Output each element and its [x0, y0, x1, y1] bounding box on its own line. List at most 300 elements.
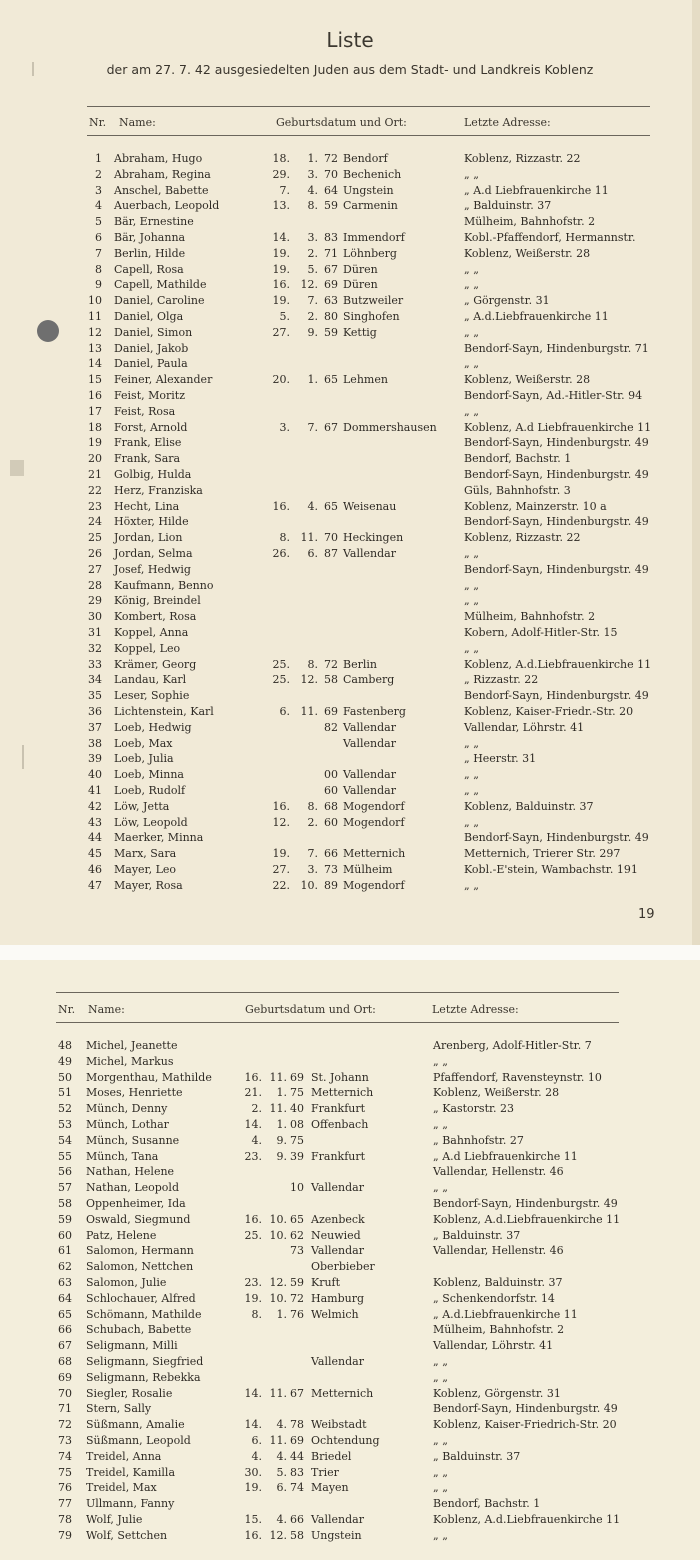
birth-month: 11. — [300, 705, 318, 718]
row-number: 61 — [58, 1244, 72, 1258]
birth-day: 19. — [272, 294, 290, 308]
table-row — [0, 1259, 690, 1275]
birth-year: 89 — [324, 878, 338, 892]
birth-day: 19. — [244, 1481, 262, 1495]
row-number: 51 — [58, 1086, 72, 1100]
birth-day: 2. — [251, 1102, 262, 1116]
birth-month: 2. — [307, 815, 318, 829]
last-address: Bendorf, Bachstr. 1 — [464, 452, 572, 466]
birth-place: Kettig — [343, 325, 377, 339]
birth-month: 8. — [307, 199, 318, 213]
row-name: Münch, Susanne — [86, 1133, 180, 1147]
table-row — [0, 672, 690, 688]
header-nr: Nr. — [58, 1003, 76, 1016]
last-address: „ „ — [464, 594, 479, 608]
row-name: Hecht, Lina — [114, 499, 180, 513]
row-name: Loeb, Minna — [114, 768, 184, 782]
birth-year: 60 — [324, 784, 338, 797]
row-number: 37 — [88, 720, 102, 734]
row-number: 14 — [88, 357, 102, 371]
row-number: 54 — [58, 1133, 72, 1147]
birth-day: 8. — [279, 531, 290, 545]
row-number: 12 — [88, 325, 102, 339]
row-name: Leser, Sophie — [114, 689, 190, 703]
birth-month: 10. — [269, 1212, 287, 1226]
table-row — [0, 862, 690, 878]
birth-day: 23. — [244, 1149, 262, 1163]
row-number: 69 — [58, 1370, 72, 1384]
last-address: Vallendar, Löhrstr. 41 — [464, 720, 585, 734]
table-row — [0, 262, 690, 278]
birth-year: 65 — [290, 1212, 304, 1226]
table-row — [0, 467, 690, 483]
birth-place: Vallendar — [311, 1513, 364, 1526]
last-address: „ „ — [464, 357, 479, 371]
row-name: Landau, Karl — [114, 673, 187, 687]
table-row — [0, 1196, 690, 1212]
birth-place: Mogendorf — [343, 799, 405, 813]
last-address: „ „ — [433, 1481, 448, 1495]
table-row — [0, 1338, 690, 1354]
birth-place: Dommershausen — [343, 420, 437, 434]
row-number: 1 — [95, 152, 102, 165]
birth-month: 11. — [300, 531, 318, 545]
page-number: 19 — [638, 907, 655, 922]
birth-place: Oberbieber — [311, 1260, 375, 1274]
table-row — [0, 1275, 690, 1291]
birth-place: Düren — [343, 278, 378, 292]
row-number: 42 — [88, 799, 102, 813]
birth-place: Bendorf — [343, 152, 388, 165]
last-address: Mülheim, Bahnhofstr. 2 — [464, 610, 596, 624]
row-number: 65 — [58, 1307, 72, 1321]
row-number: 68 — [58, 1355, 72, 1368]
table-row — [0, 720, 690, 736]
row-name: Herz, Franziska — [114, 483, 203, 497]
birth-place: Vallendar — [311, 1355, 364, 1368]
last-address: „ „ — [464, 547, 479, 560]
row-name: Kaufmann, Benno — [114, 578, 214, 592]
birth-year: 68 — [324, 799, 338, 813]
row-number: 33 — [88, 657, 102, 671]
birth-month: 12. — [269, 1528, 287, 1542]
row-name: Münch, Tana — [86, 1149, 159, 1163]
last-address: „ Bahnhofstr. 27 — [433, 1133, 524, 1147]
birth-month: 1. — [307, 373, 318, 387]
row-name: Feist, Moritz — [114, 389, 185, 402]
header-birth: Geburtsdatum und Ort: — [276, 116, 407, 129]
row-name: Golbig, Hulda — [114, 468, 192, 481]
last-address: Koblenz, Rizzastr. 22 — [464, 531, 581, 545]
header-rule-top — [56, 992, 619, 993]
row-name: Abraham, Hugo — [114, 152, 203, 165]
birth-year: 73 — [324, 863, 338, 876]
row-number: 58 — [58, 1197, 72, 1210]
birth-month: 4. — [307, 499, 318, 513]
row-number: 4 — [95, 199, 102, 213]
last-address: Bendorf-Sayn, Ad.-Hitler-Str. 94 — [464, 389, 643, 402]
birth-year: 59 — [324, 325, 338, 339]
birth-day: 13. — [272, 199, 290, 213]
row-number: 19 — [88, 436, 102, 450]
row-number: 13 — [88, 341, 102, 355]
row-name: Daniel, Olga — [114, 310, 184, 323]
table-row — [0, 815, 690, 831]
row-name: Bär, Johanna — [114, 231, 186, 244]
birth-place: Vallendar — [343, 736, 396, 750]
birth-place: Offenbach — [311, 1118, 369, 1131]
birth-place: Bechenich — [343, 167, 402, 181]
row-number: 55 — [58, 1149, 72, 1163]
row-number: 18 — [88, 420, 102, 434]
row-number: 8 — [95, 262, 102, 276]
last-address: „ „ — [433, 1181, 448, 1195]
birth-day: 14. — [244, 1118, 262, 1131]
table-row — [0, 688, 690, 704]
row-name: Löw, Jetta — [114, 799, 170, 813]
last-address: „ Balduinstr. 37 — [464, 199, 552, 213]
birth-place: Vallendar — [343, 547, 396, 560]
birth-place: Metternich — [343, 847, 406, 861]
table-row — [0, 1133, 690, 1149]
table-row — [0, 514, 690, 530]
birth-place: Neuwied — [311, 1228, 361, 1242]
birth-place: St. Johann — [311, 1070, 369, 1084]
table-row — [0, 483, 690, 499]
row-name: Mayer, Rosa — [114, 878, 183, 892]
birth-month: 11. — [269, 1070, 287, 1084]
last-address: Mülheim, Bahnhofstr. 2 — [464, 215, 596, 229]
row-number: 43 — [88, 815, 102, 829]
last-address: „ „ — [464, 641, 479, 655]
birth-place: Mülheim — [343, 863, 393, 876]
last-address: Bendorf-Sayn, Hindenburgstr. 49 — [464, 562, 649, 576]
table-row — [0, 404, 690, 420]
row-name: Salomon, Hermann — [86, 1244, 194, 1258]
row-name: Jordan, Selma — [114, 547, 193, 560]
row-name: Seligmann, Milli — [86, 1339, 178, 1353]
row-name: Loeb, Julia — [114, 752, 174, 766]
last-address: „ „ — [433, 1528, 448, 1542]
last-address: Vallendar, Hellenstr. 46 — [433, 1244, 564, 1258]
birth-day: 26. — [272, 547, 290, 560]
row-number: 71 — [58, 1402, 72, 1416]
birth-month: 12. — [300, 673, 318, 687]
row-name: Koppel, Anna — [114, 626, 189, 639]
birth-year: 59 — [290, 1276, 304, 1289]
birth-day: 19. — [272, 262, 290, 276]
row-number: 41 — [88, 784, 102, 797]
table-row — [0, 183, 690, 199]
row-name: Abraham, Regina — [114, 167, 211, 181]
birth-month: 1. — [276, 1307, 287, 1321]
last-address: Koblenz, A.d Liebfrauenkirche 11 — [464, 420, 652, 434]
last-address: „ Rizzastr. 22 — [464, 673, 539, 687]
last-address: Bendorf-Sayn, Hindenburgstr. 71 — [464, 341, 649, 355]
row-name: Süßmann, Leopold — [86, 1434, 191, 1447]
header-nr: Nr. — [89, 116, 107, 129]
last-address: Bendorf-Sayn, Hindenburgstr. 49 — [464, 515, 649, 529]
last-address: Bendorf-Sayn, Hindenburgstr. 49 — [433, 1402, 618, 1416]
birth-place: Weibstadt — [311, 1418, 367, 1432]
table-row — [0, 1085, 690, 1101]
table-row — [0, 530, 690, 546]
row-number: 11 — [88, 310, 102, 323]
table-row — [0, 1212, 690, 1228]
row-number: 50 — [58, 1070, 72, 1084]
birth-month: 3. — [307, 231, 318, 244]
row-name: Daniel, Jakob — [114, 341, 189, 355]
birth-day: 19. — [272, 847, 290, 861]
birth-place: Löhnberg — [343, 246, 397, 260]
table-row — [0, 751, 690, 767]
birth-year: 00 — [324, 768, 338, 782]
last-address: Bendorf-Sayn, Hindenburgstr. 49 — [464, 689, 649, 703]
row-number: 79 — [58, 1528, 72, 1542]
birth-year: 67 — [324, 262, 338, 276]
birth-year: 69 — [290, 1434, 304, 1447]
row-name: Jordan, Lion — [114, 531, 183, 545]
birth-month: 3. — [307, 863, 318, 876]
birth-day: 21. — [244, 1086, 262, 1100]
row-number: 22 — [88, 483, 102, 497]
row-number: 21 — [88, 468, 102, 481]
birth-place: Vallendar — [343, 784, 396, 797]
table-row — [0, 799, 690, 815]
birth-day: 14. — [244, 1418, 262, 1432]
birth-year: 58 — [324, 673, 338, 687]
birth-month: 11. — [269, 1386, 287, 1400]
last-address: Bendorf-Sayn, Hindenburgstr. 49 — [464, 831, 649, 845]
last-address: „ A.d Liebfrauenkirche 11 — [464, 183, 609, 197]
table-row — [0, 546, 690, 562]
row-name: Seligmann, Siegfried — [86, 1355, 204, 1368]
birth-month: 6. — [307, 547, 318, 560]
row-name: Patz, Helene — [86, 1228, 157, 1242]
last-address: Güls, Bahnhofstr. 3 — [464, 483, 571, 497]
row-name: Koppel, Leo — [114, 641, 181, 655]
birth-place: Butzweiler — [343, 294, 404, 308]
row-number: 52 — [58, 1102, 72, 1116]
row-name: Schlochauer, Alfred — [86, 1291, 196, 1305]
row-number: 25 — [88, 531, 102, 545]
birth-year: 75 — [290, 1133, 304, 1147]
row-number: 76 — [58, 1481, 72, 1495]
row-name: Treidel, Kamilla — [86, 1465, 176, 1479]
table-row — [0, 246, 690, 262]
table-row — [0, 1101, 690, 1117]
table-row — [0, 1401, 690, 1417]
table-row — [0, 1386, 690, 1402]
row-name: Siegler, Rosalie — [86, 1386, 173, 1400]
table-row — [0, 578, 690, 594]
birth-day: 20. — [272, 373, 290, 387]
row-name: Frank, Sara — [114, 452, 181, 466]
birth-year: 78 — [290, 1418, 304, 1432]
table-row — [0, 451, 690, 467]
last-address: „ „ — [464, 578, 479, 592]
row-name: Salomon, Julie — [86, 1276, 167, 1289]
table-row — [0, 1164, 690, 1180]
table-row — [0, 420, 690, 436]
table-row — [0, 1054, 690, 1070]
birth-place: Fastenberg — [343, 705, 406, 718]
birth-day: 4. — [251, 1449, 262, 1463]
row-name: Oswald, Siegmund — [86, 1212, 191, 1226]
last-address: „ „ — [464, 815, 479, 829]
last-address: „ „ — [464, 325, 479, 339]
birth-place: Carmenin — [343, 199, 398, 213]
row-number: 32 — [88, 641, 102, 655]
row-number: 15 — [88, 373, 102, 387]
row-number: 34 — [88, 673, 102, 687]
birth-day: 19. — [272, 246, 290, 260]
birth-year: 39 — [290, 1149, 304, 1163]
row-name: Bär, Ernestine — [114, 215, 194, 229]
row-name: Berlin, Hilde — [114, 246, 186, 260]
row-number: 45 — [88, 847, 102, 861]
table-row — [0, 1180, 690, 1196]
row-number: 24 — [88, 515, 102, 529]
header-rule-bottom — [56, 1022, 619, 1023]
table-row — [0, 783, 690, 799]
birth-day: 27. — [272, 325, 290, 339]
row-number: 20 — [88, 452, 102, 466]
row-number: 26 — [88, 547, 102, 560]
birth-day: 14. — [244, 1386, 262, 1400]
row-name: Forst, Arnold — [114, 420, 188, 434]
birth-place: Vallendar — [311, 1244, 364, 1258]
last-address: Pfaffendorf, Ravensteynstr. 10 — [433, 1070, 602, 1084]
last-address: Bendorf-Sayn, Hindenburgstr. 49 — [464, 436, 649, 450]
birth-month: 1. — [307, 152, 318, 165]
row-name: Seligmann, Rebekka — [86, 1370, 201, 1384]
row-number: 63 — [58, 1276, 72, 1289]
page-subtitle: der am 27. 7. 42 ausgesiedelten Juden aus dem Stadt- und Landkreis Koblenz — [106, 62, 594, 77]
birth-year: 66 — [290, 1513, 304, 1526]
table-row — [0, 1070, 690, 1086]
row-number: 73 — [58, 1434, 72, 1447]
birth-year: 40 — [290, 1102, 304, 1116]
header-rule-top — [87, 106, 650, 107]
row-number: 56 — [58, 1165, 72, 1179]
row-number: 36 — [88, 705, 102, 718]
birth-year: 82 — [324, 720, 338, 734]
row-number: 10 — [88, 294, 102, 308]
table-row — [0, 1496, 690, 1512]
birth-day: 12. — [272, 815, 290, 829]
birth-year: 69 — [324, 278, 338, 292]
birth-day: 16. — [272, 799, 290, 813]
row-name: Marx, Sara — [114, 847, 177, 861]
last-address: „ „ — [464, 262, 479, 276]
birth-place: Azenbeck — [311, 1212, 365, 1226]
row-number: 3 — [95, 183, 102, 197]
row-name: Josef, Hedwig — [114, 562, 191, 576]
birth-day: 25. — [244, 1228, 262, 1242]
row-number: 60 — [58, 1228, 72, 1242]
birth-place: Hamburg — [311, 1291, 365, 1305]
last-address: Koblenz, Rizzastr. 22 — [464, 152, 581, 165]
last-address: „ A.d.Liebfrauenkirche 11 — [464, 310, 609, 323]
table-row — [0, 1528, 690, 1544]
row-name: Nathan, Helene — [86, 1165, 175, 1179]
birth-place: Vallendar — [343, 720, 396, 734]
last-address: Koblenz, Balduinstr. 37 — [433, 1276, 563, 1289]
birth-month: 11. — [269, 1434, 287, 1447]
row-number: 35 — [88, 689, 102, 703]
last-address: Koblenz, Mainzerstr. 10 a — [464, 499, 607, 513]
birth-day: 5. — [279, 310, 290, 323]
birth-month: 5. — [276, 1465, 287, 1479]
row-number: 23 — [88, 499, 102, 513]
birth-day: 29. — [272, 167, 290, 181]
row-name: Anschel, Babette — [114, 183, 209, 197]
birth-month: 1. — [276, 1086, 287, 1100]
table-row — [0, 593, 690, 609]
row-number: 40 — [88, 768, 102, 782]
birth-year: 65 — [324, 499, 338, 513]
table-row — [0, 1512, 690, 1528]
last-address: Kobl.-Pfaffendorf, Hermannstr. — [464, 231, 636, 244]
last-address: Metternich, Trierer Str. 297 — [464, 847, 621, 861]
birth-day: 23. — [244, 1276, 262, 1289]
row-number: 17 — [88, 404, 102, 418]
birth-month: 10. — [269, 1291, 287, 1305]
table-row — [0, 1449, 690, 1465]
table-row — [0, 1228, 690, 1244]
header-address: Letzte Adresse: — [464, 116, 551, 129]
birth-year: 63 — [324, 294, 338, 308]
last-address: „ „ — [464, 278, 479, 292]
birth-day: 6. — [279, 705, 290, 718]
birth-day: 16. — [244, 1212, 262, 1226]
last-address: „ „ — [464, 784, 479, 797]
row-number: 48 — [58, 1039, 72, 1052]
birth-year: 70 — [324, 531, 338, 545]
table-row — [0, 1038, 690, 1054]
birth-place: Metternich — [311, 1386, 374, 1400]
birth-place: Kruft — [311, 1276, 341, 1289]
table-row — [0, 1465, 690, 1481]
row-name: Schubach, Babette — [86, 1323, 192, 1337]
table-row — [0, 704, 690, 720]
last-address: „ Schenkendorfstr. 14 — [433, 1291, 555, 1305]
row-number: 30 — [88, 610, 102, 624]
last-address: Bendorf-Sayn, Hindenburgstr. 49 — [433, 1197, 618, 1210]
table-row — [0, 435, 690, 451]
birth-day: 6. — [251, 1434, 262, 1447]
last-address: „ „ — [433, 1434, 448, 1447]
table-row — [0, 309, 690, 325]
last-address: Koblenz, A.d.Liebfrauenkirche 11 — [464, 657, 652, 671]
birth-year: 71 — [324, 246, 338, 260]
birth-year: 67 — [290, 1386, 304, 1400]
birth-year: 59 — [324, 199, 338, 213]
birth-day: 14. — [272, 231, 290, 244]
birth-day: 3. — [279, 420, 290, 434]
row-number: 2 — [95, 167, 102, 181]
last-address: „ „ — [433, 1465, 448, 1479]
table-row — [0, 1354, 690, 1370]
table-row — [0, 214, 690, 230]
header-name: Name: — [119, 116, 156, 129]
last-address: Koblenz, A.d.Liebfrauenkirche 11 — [433, 1513, 621, 1526]
row-name: Loeb, Hedwig — [114, 720, 192, 734]
row-name: Treidel, Max — [86, 1481, 157, 1495]
birth-place: Camberg — [343, 673, 395, 687]
row-name: Nathan, Leopold — [86, 1181, 179, 1195]
